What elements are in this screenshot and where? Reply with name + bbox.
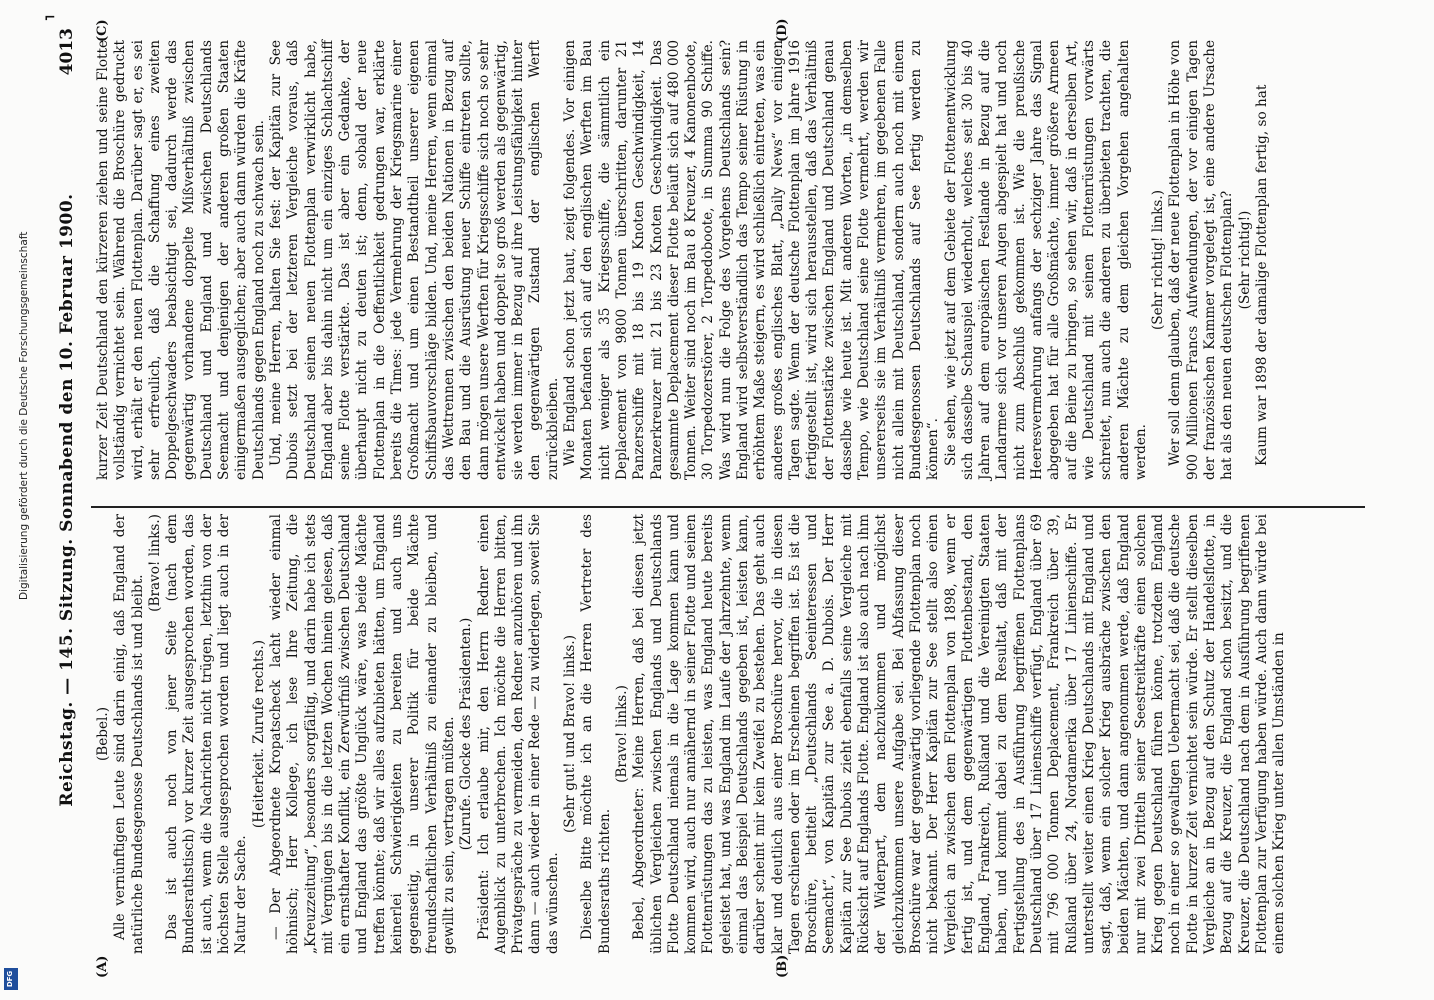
interjection: (Bravo! links.) xyxy=(613,685,630,783)
dfg-logo xyxy=(4,968,18,990)
page-header xyxy=(55,20,99,980)
paragraph: Wie England schon jetzt baut, zeigt folgendes. Vor einigen Monaten befanden sich auf den englischen Werften im Bau nicht weniger als 35 Kriegsschiffe, die sämmtlich ein Deplacement von 9800 Tonnen überschritten, darunter 21 Panzerschiffe mit 18 bis 19 Knoten Geschwindigkeit, 14 Panzerkreuzer mit 21 bis 23 Knoten Geschwindigkeit. Das gesammte Deplacement dieser Flotte beläuft sich auf 480 000 Tonnen. Weiter sind noch im Bau 8 Kreuzer, 4 Kanonenboote, 30 Torpedozerstörer, 2 Torpedoboote, in Summa 90 Schiffe. Was wird nun die Folge des Vorgehens Deutschlands sein? England wird selbstverständlich das Tempo seiner Rüstung in erhöhtem Maße steigern, es wird schließlich eintreten, was ein anderes großes englisches Blatt, „Daily News“ vor einigen Tagen sagte. Wenn der deutsche Flottenplan im Jahre 1916 fertiggestellt ist, wird sich herausstellen, daß das Verhältniß der Flottenstärke zwischen England und Deutschland genau dasselbe wie heute ist. Mit anderen Worten, „in demselben Tempo, wie Deutschland seine Flotte vermehrt, werden wir unsererseits sie im Verhältniß vermehren, im gegebenen Falle nicht allein mit Deutschland, sondern auch noch mit einem Bundesgenossen Deutschlands auf See fertig werden zu können“. xyxy=(562,40,942,480)
interjection: (Zurufe. Glocke des Präsidenten.) xyxy=(458,617,475,851)
page-title: Reichstag. — 145. Sitzung. Sonnabend den 10. Februar 1900. xyxy=(57,193,77,807)
digitization-note: Digitalisierung gefördert durch die Deutsche Forschungsgemeinschaft xyxy=(18,231,30,600)
page-number: 4013 xyxy=(57,28,77,76)
speaker-tag: (Bebel.) xyxy=(95,706,111,762)
paragraph: Kaum war 1898 der damalige Flottenplan fertig, so hat xyxy=(1253,84,1270,466)
paragraph: Bebel, Abgeordneter: Meine Herren, daß bei diesen jetzt üblichen Vergleichen zwischen Englands und Deutschlands Flotte Deutschland niemals in die Lage kommen kann und kommen wird, auch nur annähernd in seiner Flotte und seinen Flottenrüstungen das zu leisten, was England heute bereits geleistet hat, und was England im Laufe der Jahrzehnte, wenn einmal das Beispiel Deutschlands gegeben ist, leisten kann, darüber scheint mir kein Zweifel zu bestehen. Das geht auch klar und deutlich aus einer Broschüre hervor, die in diesen Tagen erschienen oder im Erscheinen begriffen ist. Es ist die Broschüre, betitelt „Deutschlands Seeinteressen und Seemacht“, von Kapitän zur See a. D. Dubois. Der Herr Kapitän zur See Dubois zieht ebenfalls seine Vergleiche mit Rücksicht auf Englands Flotte. England ist also auch nach ihm der Widerpart, dem nachzukommen und möglichst gleichzukommen unsere Aufgabe sei. Bei Abfassung dieser Broschüre war der gegenwärtig vorliegende Flottenplan noch nicht bekannt. Der Herr Kapitän zur See stellt also einen Vergleich an zwischen dem Flottenplan von 1898, wenn er fertig ist, und dem gegenwärtigen Flottenbestand, den England, Frankreich, Rußland und die Vereinigten Staaten haben, und kommt dabei zu dem Resultat, daß mit der Fertigstellung des in Ausführung begriffenen Flottenplans Deutschland über 17 Linienschiffe verfügt, England über 69 mit 796 000 Tonnen Deplacement, Frankreich über 39, Rußland über 24, Nordamerika über 17 Linienschiffe. Er unterstellt weiter einen Krieg Deutschlands mit England und sagt, daß, wenn ein solcher Krieg ausbräche zwischen den beiden Mächten, und dann angenommen werde, daß England nur mit zwei Dritteln seiner Seestreitkräfte einen solchen Krieg gegen Deutschland führen könne, trotzdem England noch in einer so gewaltigen Uebermacht sei, daß die deutsche Flotte in kurzer Zeit vernichtet sein würde. Er stellt dieselben Vergleiche an in Bezug auf den Schutz der Handelsflotte, in Bezug auf die Kreuzer, die England schon besitzt, und die Kreuzer, die Deutschland nach dem in Ausführung begriffenen Flottenplan zur Verfügung haben würde. Auch dann würde bei einem solchen Krieg unter allen Umständen in xyxy=(631,514,1288,954)
scan-mark: ⌐ xyxy=(44,10,56,26)
paragraph: Präsident: Ich erlaube mir, den Herrn Redner einen Augenblick zu unterbrechen. Ich möchte die Herren bitten, Privatgespräche zu vermeiden, den Redner anzuhören und ihn dann — auch wieder in einer Rede — zu widerlegen, soweit Sie das wünschen. xyxy=(475,514,561,954)
margin-mark-a: (A) xyxy=(95,955,110,978)
left-column xyxy=(95,514,1288,954)
margin-mark-c: (C) xyxy=(95,19,110,42)
paragraph: kurzer Zeit Deutschland den kürzeren ziehen und seine Flotte vollständig vernichtet sein. Während die Broschüre gedruckt wird, erhält er den neuen Flottenplan. Darüber sagt er, es sei sehr erfreulich, daß die Schaffung eines zweiten Doppelgeschwaders beabsichtigt sei, dadurch werde das gegenwärtig vorhandene doppelte Mißverhältniß zwischen Deutschland und England und zwischen Deutschlands Seemacht und denjenigen der anderen großen Staaten einigermaßen ausgeglichen; aber auch dann würden die Kräfte Deutschlands gegen England noch zu schwach sein. xyxy=(95,40,267,480)
interjection: (Bravo! links.) xyxy=(146,514,163,612)
column-divider xyxy=(91,506,1365,508)
right-column xyxy=(95,40,1271,480)
margin-mark-d: (D) xyxy=(775,18,790,42)
interjection: (Sehr richtig! links.) xyxy=(1150,189,1167,331)
interjection: (Sehr gut! und Bravo! links.) xyxy=(562,635,579,833)
paragraph: Und, meine Herren, halten Sie fest: der Kapitän zur See Dubois setzt bei der letzteren Vergleiche voraus, daß Deutschland seinen neuen Flottenplan verwirklicht habe, England aber bis dahin nicht um ein einziges Schlachtschiff seine Flotte verstärkte. Das ist aber ein Gedanke, der überhaupt nicht zu deuten ist; denn, sobald der neue Flottenplan in die Oeffentlichkeit gedrungen war, erklärte bereits die Times: jede Vermehrung der Kriegsmarine einer Großmacht und um einen Bestandtheil unserer eigenen Schiffsbauvorschläge bilden. Und, meine Herren, wenn einmal das Wettrennen zwischen den beiden Nationen in Bezug auf den Bau und die Ausrüstung neuer Schiffe eintreten sollte, dann mögen unsere Werften für Kriegsschiffe sich noch so sehr entwickelt haben und doppelt so groß werden als gegenwärtig, sie werden immer in Bezug auf ihre Leistungsfähigkeit hinter den gegenwärtigen Zustand der englischen Werft zurückbleiben. xyxy=(267,40,561,480)
paragraph: Sie sehen, wie jetzt auf dem Gebiete der Flottenentwicklung sich dasselbe Schauspiel wiederholt, welches seit 30 bis 40 Jahren auf dem europäischen Festlande in Bezug auf die Landarmee sich vor unseren Augen abgespielt hat und noch nicht zum Abschluß gekommen ist. Wie die preußische Heeresvermehrung anfangs der sechziger Jahre das Signal abgegeben hat für alle Großmächte, immer größere Armeen auf die Beine zu bringen, so sehen wir, daß in derselben Art, wie Deutschland mit seinen Flottenrüstungen vorwärts schreitet, nun auch die anderen zu überbieten trachten, die anderen Mächte zu dem gleichen Vorgehen angehalten werden. xyxy=(942,40,1149,480)
interjection: (Sehr richtig!) xyxy=(1236,210,1253,310)
paragraph: Wer soll denn glauben, daß der neue Flottenplan in Höhe von 900 Millionen Francs Aufwendungen, der vor einigen Tagen der französischen Kammer vorgelegt ist, eine andere Ursache hat als den neuen deutschen Flottenplan? xyxy=(1167,40,1236,480)
paragraph: Das ist auch noch von jener Seite (nach dem Bundesrathstisch) vor kurzer Zeit ausgesprochen worden, das ist auch, wenn die Nachrichten nicht trügen, letzthin von der höchsten Stelle ausgesprochen worden und liegt auch in der Natur der Sache. xyxy=(164,514,250,954)
dfg-logo-text: DFG xyxy=(6,970,15,988)
interjection: (Heiterkeit. Zurufe rechts.) xyxy=(250,639,267,829)
paragraph: Alle vernünftigen Leute sind darin einig, daß England der natürliche Bundesgenosse Deutschlands ist und bleibt. xyxy=(112,514,146,954)
margin-mark-b: (B) xyxy=(775,954,790,978)
paragraph: — Der Abgeordnete Kropatscheck lacht wieder einmal höhnisch; Herr Kollege, ich lese Ihre Zeitung, die „Kreuzzeitung“, besonders sorgfältig, und darin habe ich stets mit Vergnügen bis in die letzten Wochen hinein gelesen, daß ein ernsthafter Konflikt, ein Zerwürfniß zwischen Deutschland und England das größte Unglück wäre, was beide Mächte treffen könnte; daß wir alles aufzubieten hätten, um England keinerlei Schwierigkeiten zu bereiten und auch uns gegenseitig, in unserer Politik für beide Mächte freundschaftlichen Verhältniß zu einander zu bleiben, und gewillt zu sein, vertragen müßten. xyxy=(267,514,457,954)
rotated-document-page xyxy=(55,20,1375,980)
paragraph: Dieselbe Bitte möchte ich an die Herren Vertreter des Bundesraths richten. xyxy=(579,514,613,954)
